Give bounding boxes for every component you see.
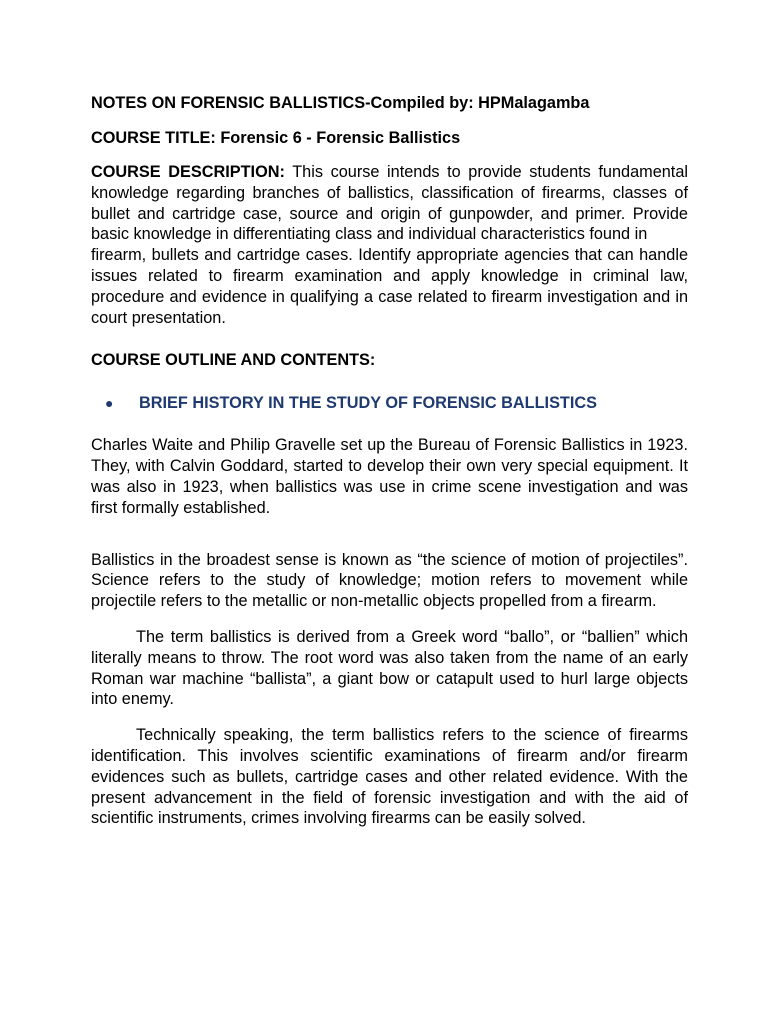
bullet-item [91, 393, 688, 413]
bullet-heading: BRIEF HISTORY IN THE STUDY OF FORENSIC BALLISTICS [139, 394, 598, 413]
bullet-icon: ● [105, 395, 114, 412]
course-description [91, 162, 688, 245]
course-description-text-2: firearm, bullets and cartridge cases. Identify appropriate agencies that can handle issues related to firearm examination and apply knowledge in criminal law, procedure and evidence in qualifying a case related to firearm investigation and in court presentation. [91, 246, 688, 327]
paragraph-greek-origin: The term ballistics is derived from a Greek word “ballo”, or “ballien” which literally means to throw. The root word was also taken from the name of an early Roman war machine “ballista”, a giant bow or catapult used to hurl large objects into enemy. [91, 627, 688, 709]
document-title: NOTES ON FORENSIC BALLISTICS-Compiled by: HPMalagamba [91, 94, 590, 112]
outline-heading: COURSE OUTLINE AND CONTENTS: [91, 351, 376, 370]
course-description-text-1: This course intends to provide students fundamental knowledge regarding branches of ballistics, classification of firearms, classes of bullet and cartridge case, source and origin of gunpowder, and primer. Provide basic knowledge in differentiating class and individual characteristics found in [91, 163, 688, 244]
paragraph-history: Charles Waite and Philip Gravelle set up the Bureau of Forensic Ballistics in 1923. They, with Calvin Goddard, started to develop their own very special equipment. It was also in 1923, when ballistics was use in crime scene investigation and was first formally established. [91, 436, 688, 517]
course-description-continued [91, 245, 688, 328]
paragraph-ballistics-definition: Ballistics in the broadest sense is known as “the science of motion of projectiles”. Science refers to the study of knowledge; motion refers to movement while projectile refers to the metallic or non-metallic objects propelled from a firearm. [91, 550, 688, 611]
course-description-label: COURSE DESCRIPTION: [91, 163, 285, 181]
paragraph-technical-definition: Technically speaking, the term ballistics refers to the science of firearms identification. This involves scientific examinations of firearm and/or firearm evidences such as bullets, cartridge cases and other related evidence. With the present advancement in the field of forensic investigation and with the aid of scientific instruments, crimes involving firearms can be easily solved. [91, 726, 688, 828]
document-page [91, 84, 688, 829]
course-title: COURSE TITLE: Forensic 6 - Forensic Ballistics [91, 129, 461, 147]
